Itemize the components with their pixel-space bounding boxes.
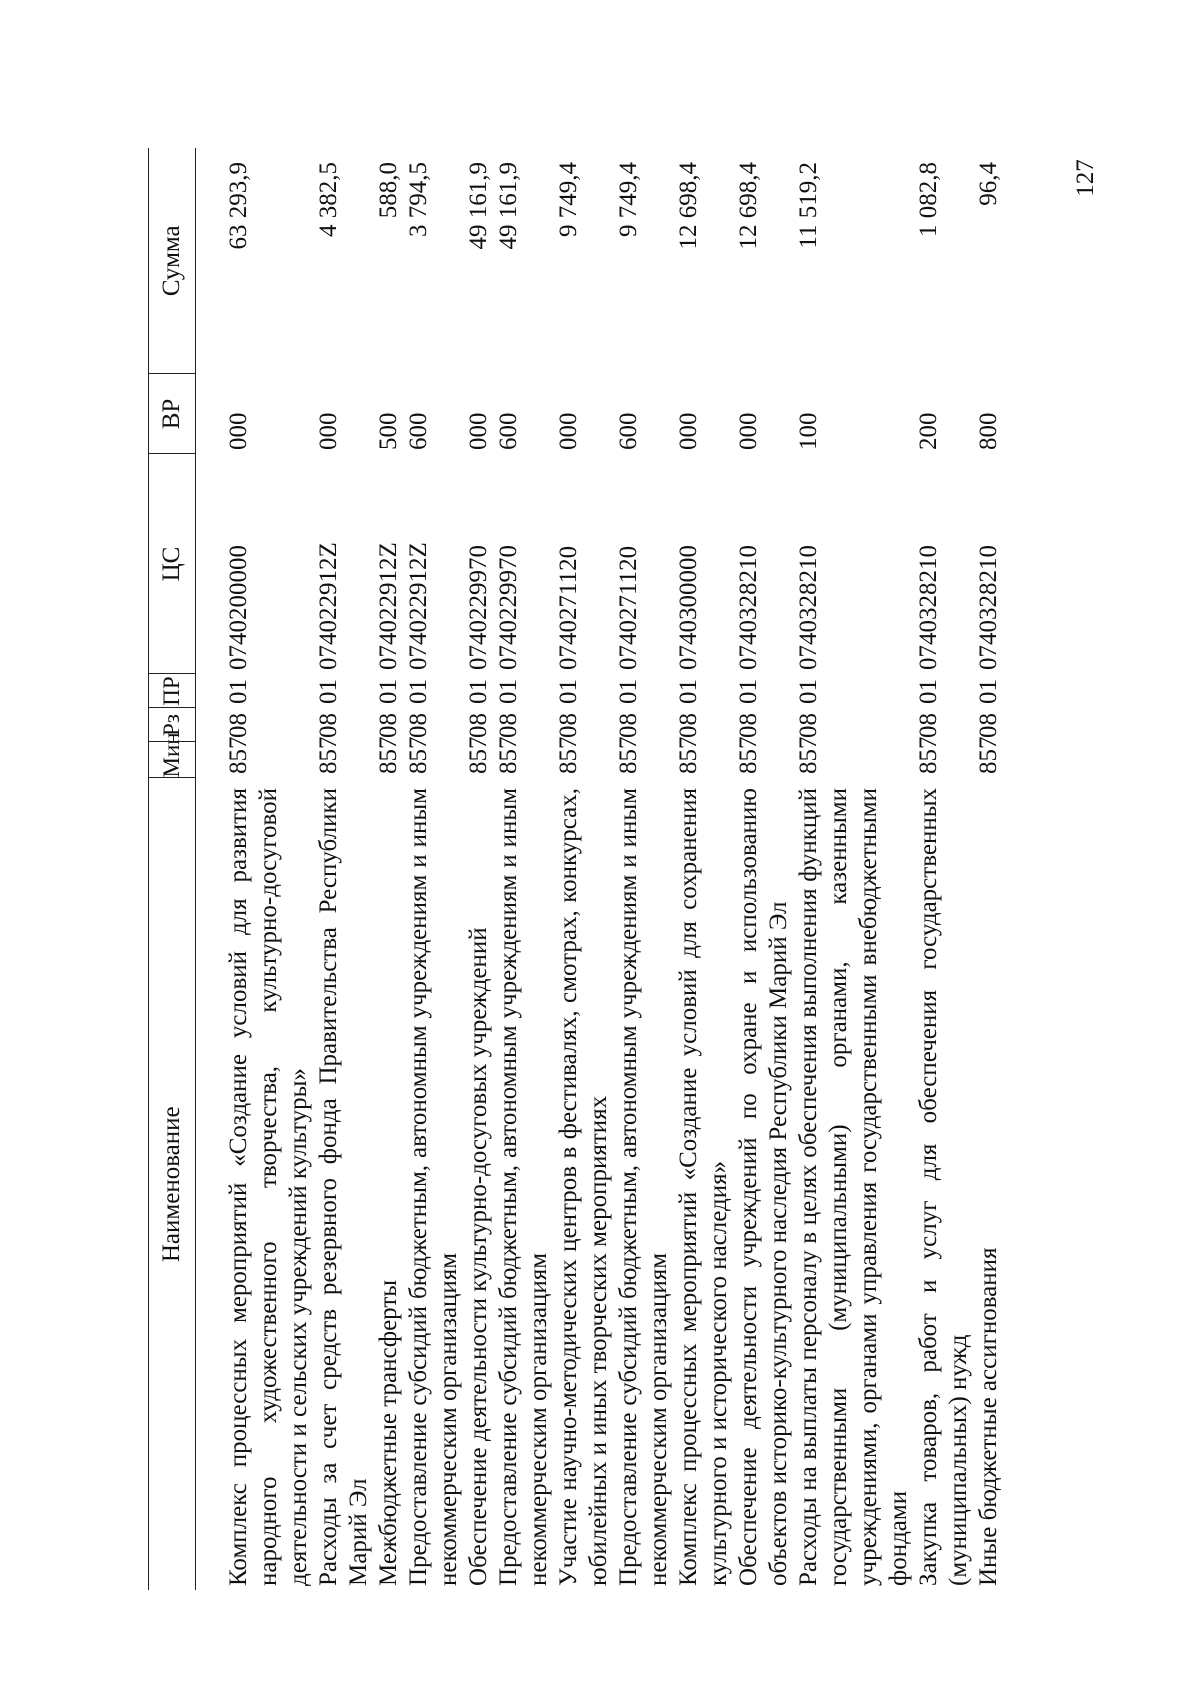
- table-row: [404, 148, 464, 1590]
- row-min: 857: [225, 736, 252, 774]
- row-cs: 0740271120: [615, 545, 642, 670]
- row-min: 857: [615, 736, 642, 774]
- table-row: [196, 148, 315, 1590]
- row-vr: 000: [675, 412, 702, 450]
- row-cs: 0740328210: [975, 545, 1002, 670]
- row-sum: 49 161,9: [465, 162, 492, 250]
- rotated-page-content: [148, 148, 1028, 1590]
- table-row: [734, 148, 794, 1590]
- row-sum: 96,4: [975, 162, 1002, 206]
- row-sum: 11 519,2: [795, 162, 822, 249]
- row-min: 857: [405, 736, 432, 774]
- row-name: Межбюджетные трансферты: [375, 1279, 402, 1586]
- row-sum: 3 794,5: [405, 162, 432, 237]
- row-name: Комплекс процессных мероприятий «Создание условий для сохранения культурного и исторического наследия»: [675, 788, 732, 1586]
- row-pr: 01: [405, 679, 432, 704]
- row-pr: 01: [615, 679, 642, 704]
- row-rz: 08: [555, 713, 582, 738]
- row-pr: 01: [975, 679, 1002, 704]
- row-vr: 000: [315, 412, 342, 450]
- row-rz: 08: [615, 713, 642, 738]
- row-cs: 0740271120: [555, 545, 582, 670]
- row-pr: 01: [225, 679, 252, 704]
- row-min: 857: [555, 736, 582, 774]
- row-min: 857: [735, 736, 762, 774]
- row-min: 857: [915, 736, 942, 774]
- row-rz: 08: [225, 713, 252, 738]
- row-cs: 0740328210: [795, 545, 822, 670]
- row-sum: 9 749,4: [555, 162, 582, 237]
- row-cs: 074022912Z: [375, 542, 402, 670]
- row-vr: 000: [555, 412, 582, 450]
- row-rz: 08: [795, 713, 822, 738]
- row-vr: 600: [405, 412, 432, 450]
- row-cs: 0740300000: [675, 545, 702, 670]
- row-cs: 0740328210: [915, 545, 942, 670]
- header-sum: Сумма: [149, 148, 196, 374]
- row-vr: 000: [735, 412, 762, 450]
- row-min: 857: [975, 736, 1002, 774]
- table-header-row: [149, 148, 196, 1590]
- row-min: 857: [795, 736, 822, 774]
- row-name: Обеспечение деятельности культурно-досуговых учреждений: [465, 927, 492, 1586]
- row-pr: 01: [735, 679, 762, 704]
- row-vr: 200: [915, 412, 942, 450]
- row-sum: 12 698,4: [675, 162, 702, 250]
- row-rz: 08: [675, 713, 702, 738]
- row-min: 857: [675, 736, 702, 774]
- row-rz: 08: [975, 713, 1002, 738]
- row-vr: 000: [225, 412, 252, 450]
- row-cs: 0740200000: [225, 545, 252, 670]
- table-row: [974, 148, 1004, 1590]
- row-rz: 08: [735, 713, 762, 738]
- row-name: Иные бюджетные ассигнования: [975, 1247, 1002, 1586]
- row-sum: 4 382,5: [315, 162, 342, 237]
- row-name: Участие научно-методических центров в фестивалях, смотрах, конкурсах, юбилейных и иных творческих мероприятиях: [555, 788, 612, 1586]
- row-sum: 49 161,9: [495, 162, 522, 250]
- table-row: [314, 148, 374, 1590]
- row-name: Предоставление субсидий бюджетным, автономным учреждениям и иным некоммерческим организациям: [615, 788, 672, 1586]
- header-cs: ЦС: [149, 454, 196, 674]
- row-pr: 01: [315, 679, 342, 704]
- row-sum: 1 082,8: [915, 162, 942, 237]
- row-rz: 08: [915, 713, 942, 738]
- row-pr: 01: [495, 679, 522, 704]
- row-sum: 588,0: [375, 162, 402, 219]
- table-row: [554, 148, 614, 1590]
- row-cs: 074022912Z: [315, 542, 342, 670]
- row-cs: 0740229970: [495, 545, 522, 670]
- table-row: [914, 148, 974, 1590]
- row-min: 857: [375, 736, 402, 774]
- row-vr: 500: [375, 412, 402, 450]
- row-pr: 01: [675, 679, 702, 704]
- table-row: [494, 148, 554, 1590]
- row-name: Закупка товаров, работ и услуг для обеспечения государственных (муниципальных) нужд: [915, 788, 972, 1586]
- row-vr: 600: [615, 412, 642, 450]
- row-pr: 01: [375, 679, 402, 704]
- row-pr: 01: [555, 679, 582, 704]
- row-rz: 08: [405, 713, 432, 738]
- row-name: Предоставление субсидий бюджетным, автономным учреждениям и иным некоммерческим организациям: [405, 788, 462, 1586]
- header-name: Наименование: [149, 778, 196, 1590]
- row-vr: 000: [465, 412, 492, 450]
- row-sum: 63 293,9: [225, 162, 252, 250]
- table-row: [374, 148, 404, 1590]
- header-pr: ПР: [149, 674, 196, 708]
- row-rz: 08: [465, 713, 492, 738]
- table-row: [464, 148, 494, 1590]
- row-sum: 9 749,4: [615, 162, 642, 237]
- row-rz: 08: [375, 713, 402, 738]
- row-rz: 08: [495, 713, 522, 738]
- row-vr: 100: [795, 412, 822, 450]
- row-cs: 0740229970: [465, 545, 492, 670]
- row-cs: 0740328210: [735, 545, 762, 670]
- page-number: 127: [1072, 159, 1099, 197]
- row-name: Расходы за счет средств резервного фонда Правительства Республики Марий Эл: [315, 788, 372, 1586]
- row-pr: 01: [465, 679, 492, 704]
- row-pr: 01: [915, 679, 942, 704]
- row-vr: 600: [495, 412, 522, 450]
- header-rz: Рз: [149, 708, 196, 742]
- row-min: 857: [495, 736, 522, 774]
- row-name: Расходы на выплаты персоналу в целях обеспечения выполнения функций государственными (муниципальными) органами, казенными учреждениями, органами управления государственными внебюджетными фондами: [795, 788, 912, 1586]
- row-name: Обеспечение деятельности учреждений по охране и использованию объектов историко-культурного наследия Республики Марий Эл: [735, 788, 792, 1586]
- header-min: Мин: [149, 742, 196, 778]
- table-row: [674, 148, 734, 1590]
- row-name: Комплекс процессных мероприятий «Создание условий для развития народного художественного творчества, культурно-досуговой деятельности и сельских учреждений культуры»: [225, 788, 312, 1586]
- row-sum: 12 698,4: [735, 162, 762, 250]
- table-row: [794, 148, 914, 1590]
- row-vr: 800: [975, 412, 1002, 450]
- budget-table: [148, 148, 1004, 1590]
- row-name: Предоставление субсидий бюджетным, автономным учреждениям и иным некоммерческим организациям: [495, 788, 552, 1586]
- row-min: 857: [315, 736, 342, 774]
- row-min: 857: [465, 736, 492, 774]
- row-pr: 01: [795, 679, 822, 704]
- table-row: [614, 148, 674, 1590]
- row-cs: 074022912Z: [405, 542, 432, 670]
- header-vr: ВР: [149, 374, 196, 454]
- row-rz: 08: [315, 713, 342, 738]
